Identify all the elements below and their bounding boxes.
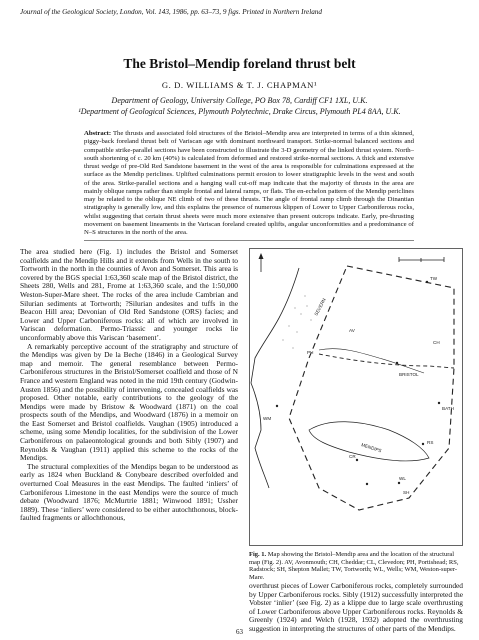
label-bath: BATH <box>442 406 454 411</box>
label-cr: CR <box>349 454 356 459</box>
affiliation-2: ¹Department of Geological Sciences, Plymouth Polytechnic, Drake Circus, Plymouth PL4 8AA, U.K. <box>78 107 401 116</box>
paper-title: The Bristol–Mendip foreland thrust belt <box>123 56 356 71</box>
body-paragraph: The structural complexities of the Mendips began to be understood as early as 1824 when Buckland & Conybeare described overfolded and overturned Coal Measures in the east Mendips. The faulted ‘inliers’ of Carboniferous Limestone in the east Mendips were the source of much debate (Woodward 1876; McMurtrie 1881; Winwood 1891; Ussher 1889). These ‘inliers’ were considered to be either autochthonous, block-faulted fragments or allochthonous, <box>20 461 238 523</box>
label-bristol: BRISTOL <box>399 372 419 377</box>
label-sh: SH <box>403 490 410 495</box>
label-tw: TW <box>430 276 438 281</box>
body-left-column <box>20 248 238 523</box>
label-severn: SEVERN <box>313 297 327 317</box>
map-frame <box>250 249 463 546</box>
label-av: AV <box>349 328 355 333</box>
figure-caption-label: Fig. 1. <box>249 551 267 558</box>
authors: G. D. WILLIAMS & T. J. CHAPMAN¹ <box>161 80 318 90</box>
body-paragraph: A remarkably perceptive account of the stratigraphy and structure of the Mendips was given by De la Beche (1846) in a Geological Survey map and memoir. The general resemblance between Permo-Carboniferous structures in the Bristol/Somerset coalfield and those of N France and western England was noted in the mid 19th century (Godwin-Austen 1856) and the possibility of intervening, concealed coalfields was proposed. Other notable, early contributions to the geology of the Mendips were made by Bristow & Woodward (1871) on the coal prospects south of the Mendips, and Woodward (1876) in a memoir on the East Somerset and Bristol coalfields. Vaughan (1905) introduced a scheme, using some Mendip localities, for the subdivision of the Lower Carboniferous on palaeontological grounds and both Sibly (1907) and Reynolds & Vaughan (1911) applied this scheme to the rocks of the Mendips. <box>20 341 238 463</box>
journal-header: Journal of the Geological Society, London, Vol. 143, 1986, pp. 63–73, 9 figs. Printed in Northern Ireland <box>20 8 322 16</box>
abstract-divider <box>84 240 414 241</box>
abstract-label: Abstract: <box>84 130 112 137</box>
body-paragraph: The area studied here (Fig. 1) includes the Bristol and Somerset coalfields and the Mendip Hills and it extends from Wells in the south to Tortworth in the north in the counties of Avon and Somerset. This area is covered by the BGS special 1:63,360 scale map of the Bristol district, the Sheets 280, Wells and 281, Frome at 1:63,360 scale, and the 1:50,000 Weston-Super-Mare sheet. The rocks of the area include Cambrian and Silurian sediments at Tortworth; ?Silurian andesites and tuffs in the Beacon Hill area; Devonian of Old Red Sandstone (ORS) facies; and Lower and Upper Carboniferous rocks: all of which are involved in Variscan deformation. Permo-Triassic and younger rocks lie unconformably above this Variscan ‘basement’. <box>20 247 238 342</box>
page-number: 63 <box>236 628 243 636</box>
label-ch: CH <box>433 340 440 345</box>
abstract-text: The thrusts and associated fold structures of the Bristol–Mendip area are interpreted in terms of a thin skinned, piggy-back foreland thrust belt of Variscan age with dominant northward transport. Strike-normal balanced sections and compatible strike-parallel sections have been constructed to illustrate the 3-D geometry of the linked thrust system. North–south shortening of c. 20 km (40%) is calculated from deformed and restored strike-normal sections. A thick and extensive thrust wedge of pre-Old Red Sandstone basement in the west of the area is responsible for culminations expressed at the surface as the Mendip periclines. Uplifted culminations permit erosion to lower stratigraphic levels in the west and south of the area. Strike-parallel sections and a hanging wall cut-off map indicate that the majority of thrusts in the area are mainly oblique ramps rather than simple frontal and lateral ramps, or flats. The en-echelon pattern of the Mendip periclines may be related to the oblique NE climb of two of these thrusts. The angle of frontal ramp climb through the Dinantian stratigraphy is generally low, and this explains the presence of numerous klippen of Lower to Upper Carboniferous rocks, whilst suggesting that certain thrust sheets were much more extensive than present outcrops indicate. Early, pre-thrusting movement on basement lineaments in the Variscan foreland created uplifts, angular unconformities and a predominance of N–S structures in the north of the area. <box>84 130 414 236</box>
affiliation-1: Department of Geology, University College, PO Box 78, Cardiff CF1 1XL, U.K. <box>111 96 368 105</box>
body-right-column: overthrust pieces of Lower Carboniferous rocks, completely surrounded by Upper Carboniferous rocks. Sibly (1912) successfully interpreted the Vobster ‘inlier’ (see Fig. 2) as a klippe due to large scale overthrusting of Lower Carboniferous above Upper Carboniferous rocks. Reynolds & Greenly (1924) and Welch (1928, 1932) adopted the overthrusting suggestion in interpreting the structures of other parts of the Mendips. <box>249 581 463 633</box>
label-wl: WL <box>399 476 406 481</box>
label-ph: PH <box>307 350 314 355</box>
label-rs: RS <box>427 440 434 445</box>
figure-caption <box>249 551 463 582</box>
abstract <box>84 130 414 237</box>
label-wm: WM <box>263 416 272 421</box>
location-map-figure <box>249 248 463 546</box>
figure-caption-text: Map showing the Bristol–Mendip area and the location of the structural map (Fig. 2). AV, Avonmouth; CH, Cheddar; CL, Clevedon; PH, Portishead; RS, Radstock; SH, Shepton Mallet; TW, Tortworth; WL, Wells; WM, Weston-super-Mare. <box>249 551 459 582</box>
label-mendips: MENDIPS <box>360 442 383 454</box>
